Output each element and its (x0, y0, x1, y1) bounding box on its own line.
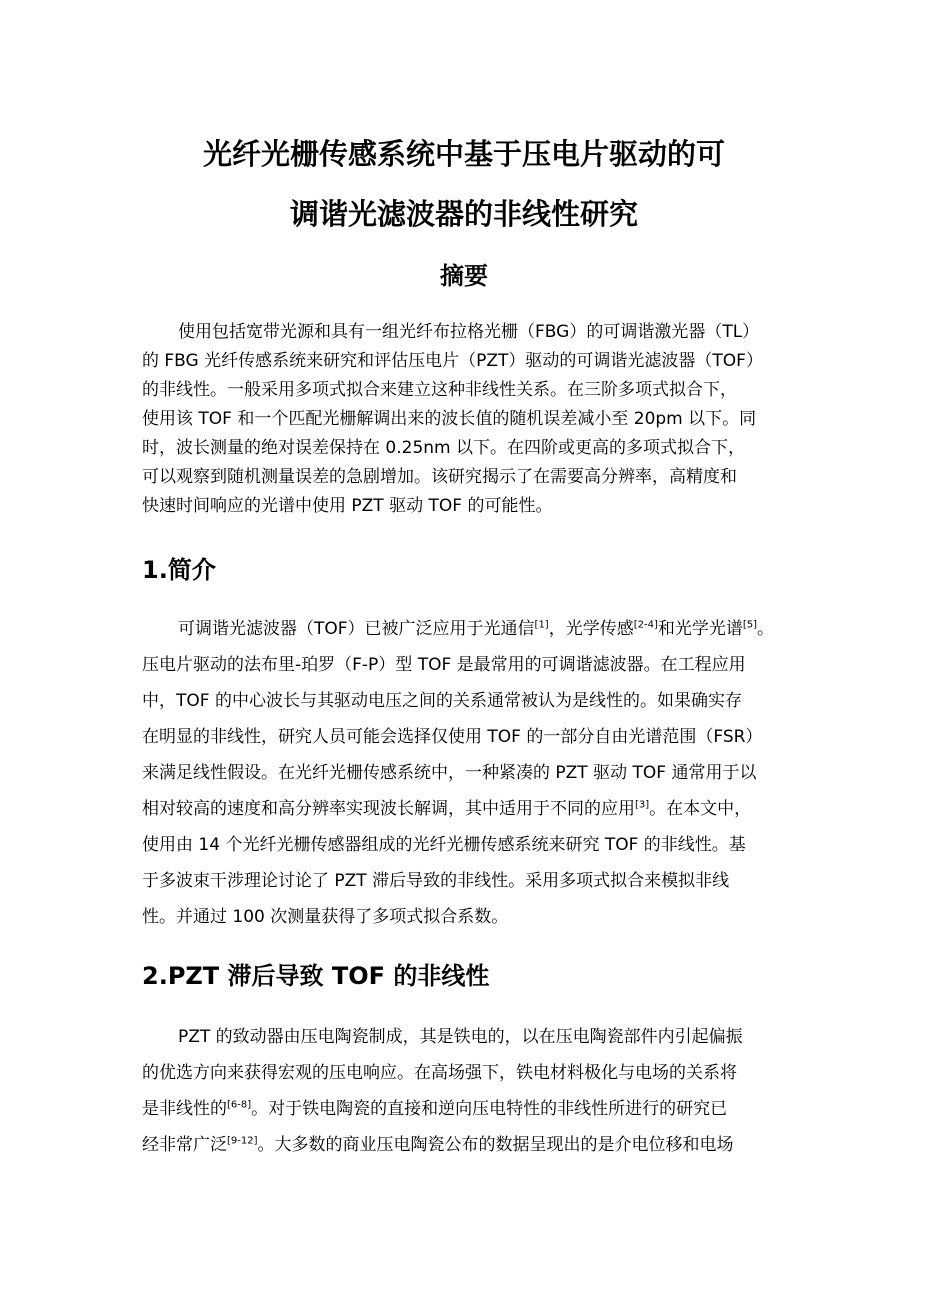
pzt-line (142, 1091, 786, 1127)
text-run: 和光学光谱 (657, 619, 743, 639)
citation-ref: [1] (534, 619, 549, 631)
text-run: 。大多数的商业压电陶瓷公布的数据呈现出的是介电位移和电场 (257, 1135, 734, 1155)
text-run: 。对于铁电陶瓷的直接和逆向压电特性的非线性所进行的研究已 (251, 1099, 728, 1119)
text-run: ，光学传感 (548, 619, 634, 639)
abstract-line: 的非线性。一般采用多项式拟合来建立这种非线性关系。在三阶多项式拟合下， (142, 380, 737, 400)
abstract-line: 快速时间响应的光谱中使用 PZT 驱动 TOF 的可能性。 (142, 496, 553, 516)
introduction-line: 压电片驱动的法布里-珀罗（F-P）型 TOF 是最常用的可调谐滤波器。在工程应用 (142, 655, 746, 675)
text-run: 可调谐光滤波器（TOF）已被广泛应用于光通信 (178, 619, 535, 639)
introduction-line (142, 611, 786, 647)
abstract-line: 使用该 TOF 和一个匹配光栅解调出来的波长值的随机误差减小至 20pm 以下。同 (142, 409, 757, 429)
text-run: 相对较高的速度和高分辨率实现波长解调，其中适用于不同的应用 (142, 799, 635, 819)
citation-ref: [5] (742, 619, 758, 631)
paper-title-line-1: 光纤光栅传感系统中基于压电片驱动的可 (202, 137, 725, 171)
paper-title-line-2: 调谐光滤波器的非线性研究 (289, 197, 638, 231)
section-heading-introduction: 1.简介 (142, 556, 216, 584)
introduction-line: 性。并通过 100 次测量获得了多项式拟合系数。 (142, 907, 509, 927)
abstract-line: 使用包括宽带光源和具有一组光纤布拉格光栅（FBG）的可调谐激光器（TL） (178, 322, 760, 342)
text-run: 是非线性的 (142, 1099, 227, 1119)
introduction-line: 中，TOF 的中心波长与其驱动电压之间的关系通常被认为是线性的。如果确实存 (142, 691, 742, 711)
section-heading-pzt-hysteresis: 2.PZT 滞后导致 TOF 的非线性 (142, 962, 490, 990)
citation-ref: [2-4] (633, 619, 658, 631)
abstract-line: 可以观察到随机测量误差的急剧增加。该研究揭示了在需要高分辨率，高精度和 (142, 467, 737, 487)
pzt-line: 的优选方向来获得宏观的压电响应。在高场强下，铁电材料极化与电场的关系将 (142, 1063, 737, 1083)
citation-ref: [3] (635, 799, 650, 811)
citation-ref: [6-8] (227, 1099, 252, 1111)
pzt-paragraph (142, 1019, 786, 1163)
pzt-line (142, 1127, 786, 1163)
introduction-line: 使用由 14 个光纤光栅传感器组成的光纤光栅传感系统来研究 TOF 的非线性。基 (142, 835, 746, 855)
introduction-line: 来满足线性假设。在光纤光栅传感系统中，一种紧凑的 PZT 驱动 TOF 通常用于以 (142, 763, 757, 783)
text-run: 经非常广泛 (142, 1135, 227, 1155)
introduction-line (142, 791, 786, 827)
text-run: 。 (757, 619, 775, 639)
text-run: 。在本文中， (649, 799, 752, 819)
introduction-paragraph (142, 611, 786, 935)
abstract-paragraph (142, 318, 786, 521)
pzt-line: PZT 的致动器由压电陶瓷制成，其是铁电的，以在压电陶瓷部件内引起偏振 (178, 1027, 743, 1047)
abstract-heading: 摘要 (440, 262, 488, 290)
introduction-line: 于多波束干涉理论讨论了 PZT 滞后导致的非线性。采用多项式拟合来模拟非线 (142, 871, 730, 891)
abstract-line: 的 FBG 光纤传感系统来研究和评估压电片（PZT）驱动的可调谐光滤波器（TOF） (142, 351, 763, 371)
abstract-line: 时，波长测量的绝对误差保持在 0.25nm 以下。在四阶或更高的多项式拟合下， (142, 438, 745, 458)
citation-ref: [9-12] (227, 1135, 258, 1147)
introduction-line: 在明显的非线性，研究人员可能会选择仅使用 TOF 的一部分自由光谱范围（FSR） (142, 727, 763, 747)
